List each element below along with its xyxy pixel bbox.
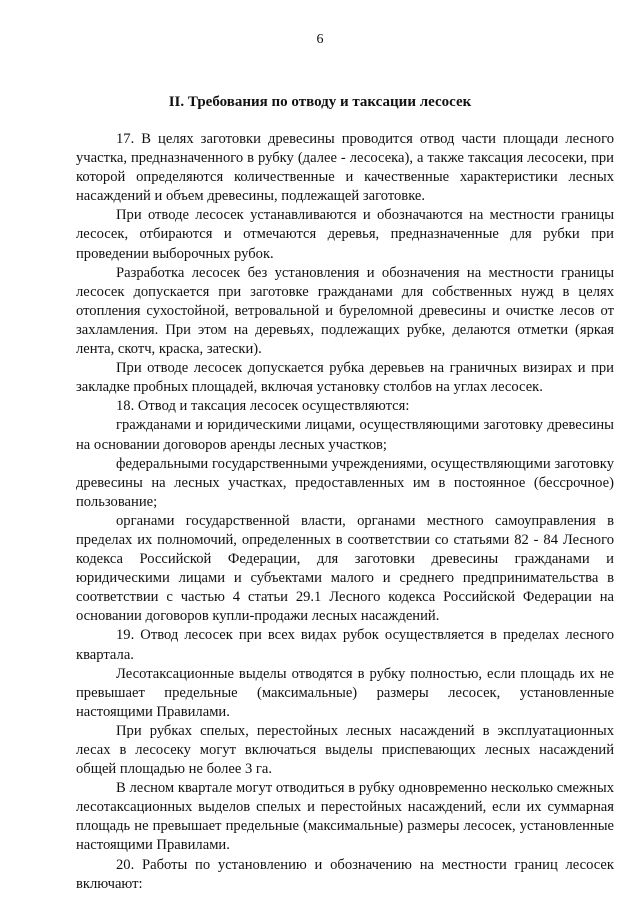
- paragraph: органами государственной власти, органами местного самоуправления в пределах их полномочий, определенных в соответствии со статьями 82 - 84 Лесного кодекса Российской Федерации, для заготовки древесины гражданами и юридическими лицами и субъектами малого и среднего предпринимательства в соответствии с частью 4 статьи 29.1 Лесного кодекса Российской Федерации на основании договоров купли-продажи лесных насаждений.: [76, 512, 614, 625]
- paragraph: 18. Отвод и таксация лесосек осуществляются:: [116, 398, 410, 415]
- paragraph: федеральными государственными учреждениями, осуществляющими заготовку древесины на лесных участках, предоставленных им в постоянное (бессрочное) пользование;: [76, 455, 614, 510]
- paragraph: Лесотаксационные выделы отводятся в рубку полностью, если площадь их не превышает предельные (максимальные) размеры лесосек, установленные настоящими Правилами.: [76, 665, 614, 720]
- section-title: II. Требования по отводу и таксации лесосек: [168, 94, 472, 110]
- paragraph: При рубках спелых, перестойных лесных насаждений в эксплуатационных лесах в лесосеку могут включаться выделы приспевающих лесных насаждений общей площадью не более 3 га.: [76, 722, 614, 778]
- paragraph: В лесном квартале могут отводиться в рубку одновременно несколько смежных лесотаксационных выделов спелых и перестойных насаждений, если их суммарная площадь не превышает предельные (максимальные) размеры лесосек, установленные настоящими Правилами.: [76, 780, 614, 854]
- paragraph: Разработка лесосек без установления и обозначения на местности границы лесосек допускается при заготовке гражданами для собственных нужд в целях отопления сухостойной, ветровальной и буреломной древесины и очистке лесов от захламления. При этом на деревьях, подлежащих рубке, делаются отметки (яркая лента, скотч, краска, затески).: [76, 264, 614, 358]
- document-body: [76, 130, 614, 894]
- paragraph: 20. Работы по установлению и обозначению на местности границ лесосек включают:: [76, 856, 614, 892]
- paragraph: При отводе лесосек устанавливаются и обозначаются на местности границы лесосек, отбираются и отмечаются деревья, предназначенные для рубки при проведении выборочных рубок.: [76, 207, 614, 262]
- paragraph: 17. В целях заготовки древесины проводится отвод части площади лесного участка, предназначенного в рубку (далее - лесосека), а также таксация лесосеки, при которой определяются количественные и качественные характеристики лесных насаждений и объем древесины, подлежащей заготовке.: [76, 131, 614, 205]
- paragraph: При отводе лесосек допускается рубка деревьев на граничных визирах и при закладке пробных площадей, включая установку столбов на углах лесосек.: [76, 360, 614, 396]
- page-number: 6: [316, 32, 324, 47]
- paragraph: 19. Отвод лесосек при всех видах рубок осуществляется в пределах лесного квартала.: [76, 627, 614, 663]
- paragraph: гражданами и юридическими лицами, осуществляющими заготовку древесины на основании договоров аренды лесных участков;: [76, 417, 614, 453]
